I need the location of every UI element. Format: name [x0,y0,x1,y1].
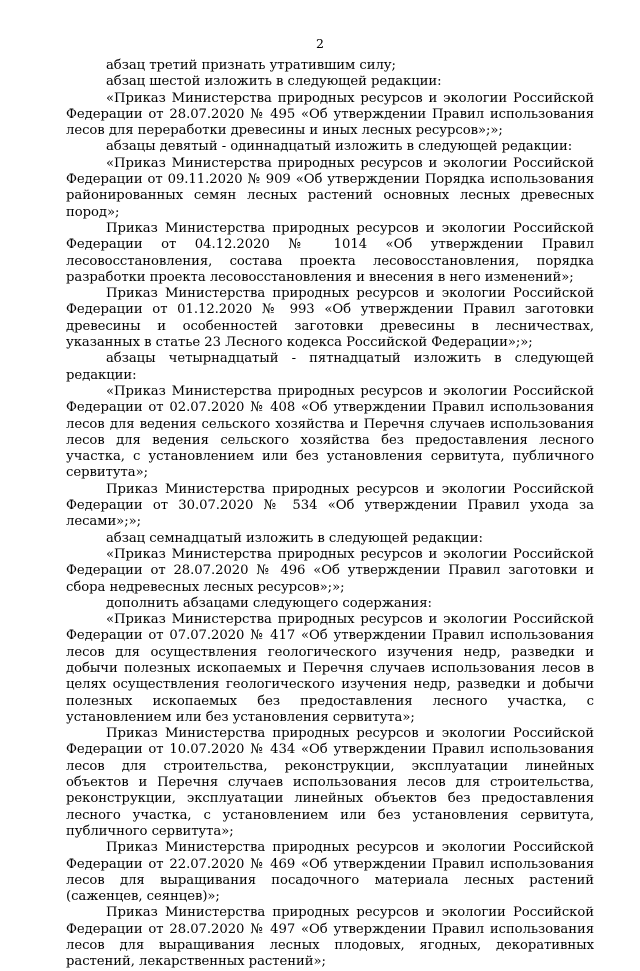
paragraph: абзацы четырнадцатый - пятнадцатый изложить в следующей редакции: [66,351,594,383]
document-body [66,58,594,971]
paragraph: абзац шестой изложить в следующей редакции: [106,74,442,90]
paragraph: «Приказ Министерства природных ресурсов и экологии Российской Федерации от 28.07.2020 № 496 «Об утверждении Правил заготовки и сбора недревесных лесных ресурсов»;»; [66,546,594,595]
paragraph: «Приказ Министерства природных ресурсов и экологии Российской Федерации от 02.07.2020 № 408 «Об утверждении Правил использования лесов для ведения сельского хозяйства и Перечня случаев использования лесов для ведения сельского хозяйства без предоставления лесного участка, с установлением или без установления сервитута, публичного сервитута»; [66,383,594,481]
paragraph: Приказ Министерства природных ресурсов и экологии Российской Федерации от 28.07.2020 № 497 «Об утверждении Правил использования лесов для выращивания лесных плодовых, ягодных, декоративных растений, лекарственных растений»; [66,905,594,970]
paragraph: «Приказ Министерства природных ресурсов и экологии Российской Федерации от 09.11.2020 № 909 «Об утверждении Порядка использования районированных семян лесных растений основных лесных древесных пород»; [66,155,594,220]
page-number: 2 [316,36,324,51]
paragraph: «Приказ Министерства природных ресурсов и экологии Российской Федерации от 28.07.2020 № 495 «Об утверждении Правил использования лесов для переработки древесины и иных лесных ресурсов»;»; [66,90,594,139]
paragraph: абзац семнадцатый изложить в следующей редакции: [106,530,483,546]
paragraph: «Приказ Министерства природных ресурсов и экологии Российской Федерации от 07.07.2020 № 417 «Об утверждении Правил использования лесов для осуществления геологического изучения недр, разведки и добычи полезных ископаемых и Перечня случаев использования лесов в целях осуществления геологического изучения недр, разведки и добычи полезных ископаемых без предоставления лесного участка, с установлением или без установления сервитута»; [66,612,594,725]
paragraph: Приказ Министерства природных ресурсов и экологии Российской Федерации от 30.07.2020 № 534 «Об утверждении Правил ухода за лесами»;»; [66,481,594,530]
paragraph: Приказ Министерства природных ресурсов и экологии Российской Федерации от 01.12.2020 № 993 «Об утверждении Правил заготовки древесины и особенностей заготовки древесины в лесничествах, указанных в статье 23 Лесного кодекса Российской Федерации»;»; [66,286,594,351]
paragraph: Приказ Министерства природных ресурсов и экологии Российской Федерации от 22.07.2020 № 469 «Об утверждении Правил использования лесов для выращивания посадочного материала лесных растений (саженцев, сеянцев)»; [66,840,594,905]
paragraph: абзацы девятый - одиннадцатый изложить в следующей редакции: [106,139,573,155]
paragraph: Приказ Министерства природных ресурсов и экологии Российской Федерации от 10.07.2020 № 434 «Об утверждении Правил использования лесов для строительства, реконструкции, эксплуатации линейных объектов и Перечня случаев использования лесов для строительства, реконструкции, эксплуатации линейных объектов без предоставления лесного участка, с установлением или без установления сервитута, публичного сервитута»; [66,726,594,839]
paragraph: абзац третий признать утратившим силу; [106,58,396,73]
paragraph: дополнить абзацами следующего содержания: [106,595,432,611]
paragraph: Приказ Министерства природных ресурсов и экологии Российской Федерации от 04.12.2020 № 1014 «Об утверждении Правил лесовосстановления, состава проекта лесовосстановления, порядка разработки проекта лесовосстановления и внесения в него изменений»; [66,220,594,285]
